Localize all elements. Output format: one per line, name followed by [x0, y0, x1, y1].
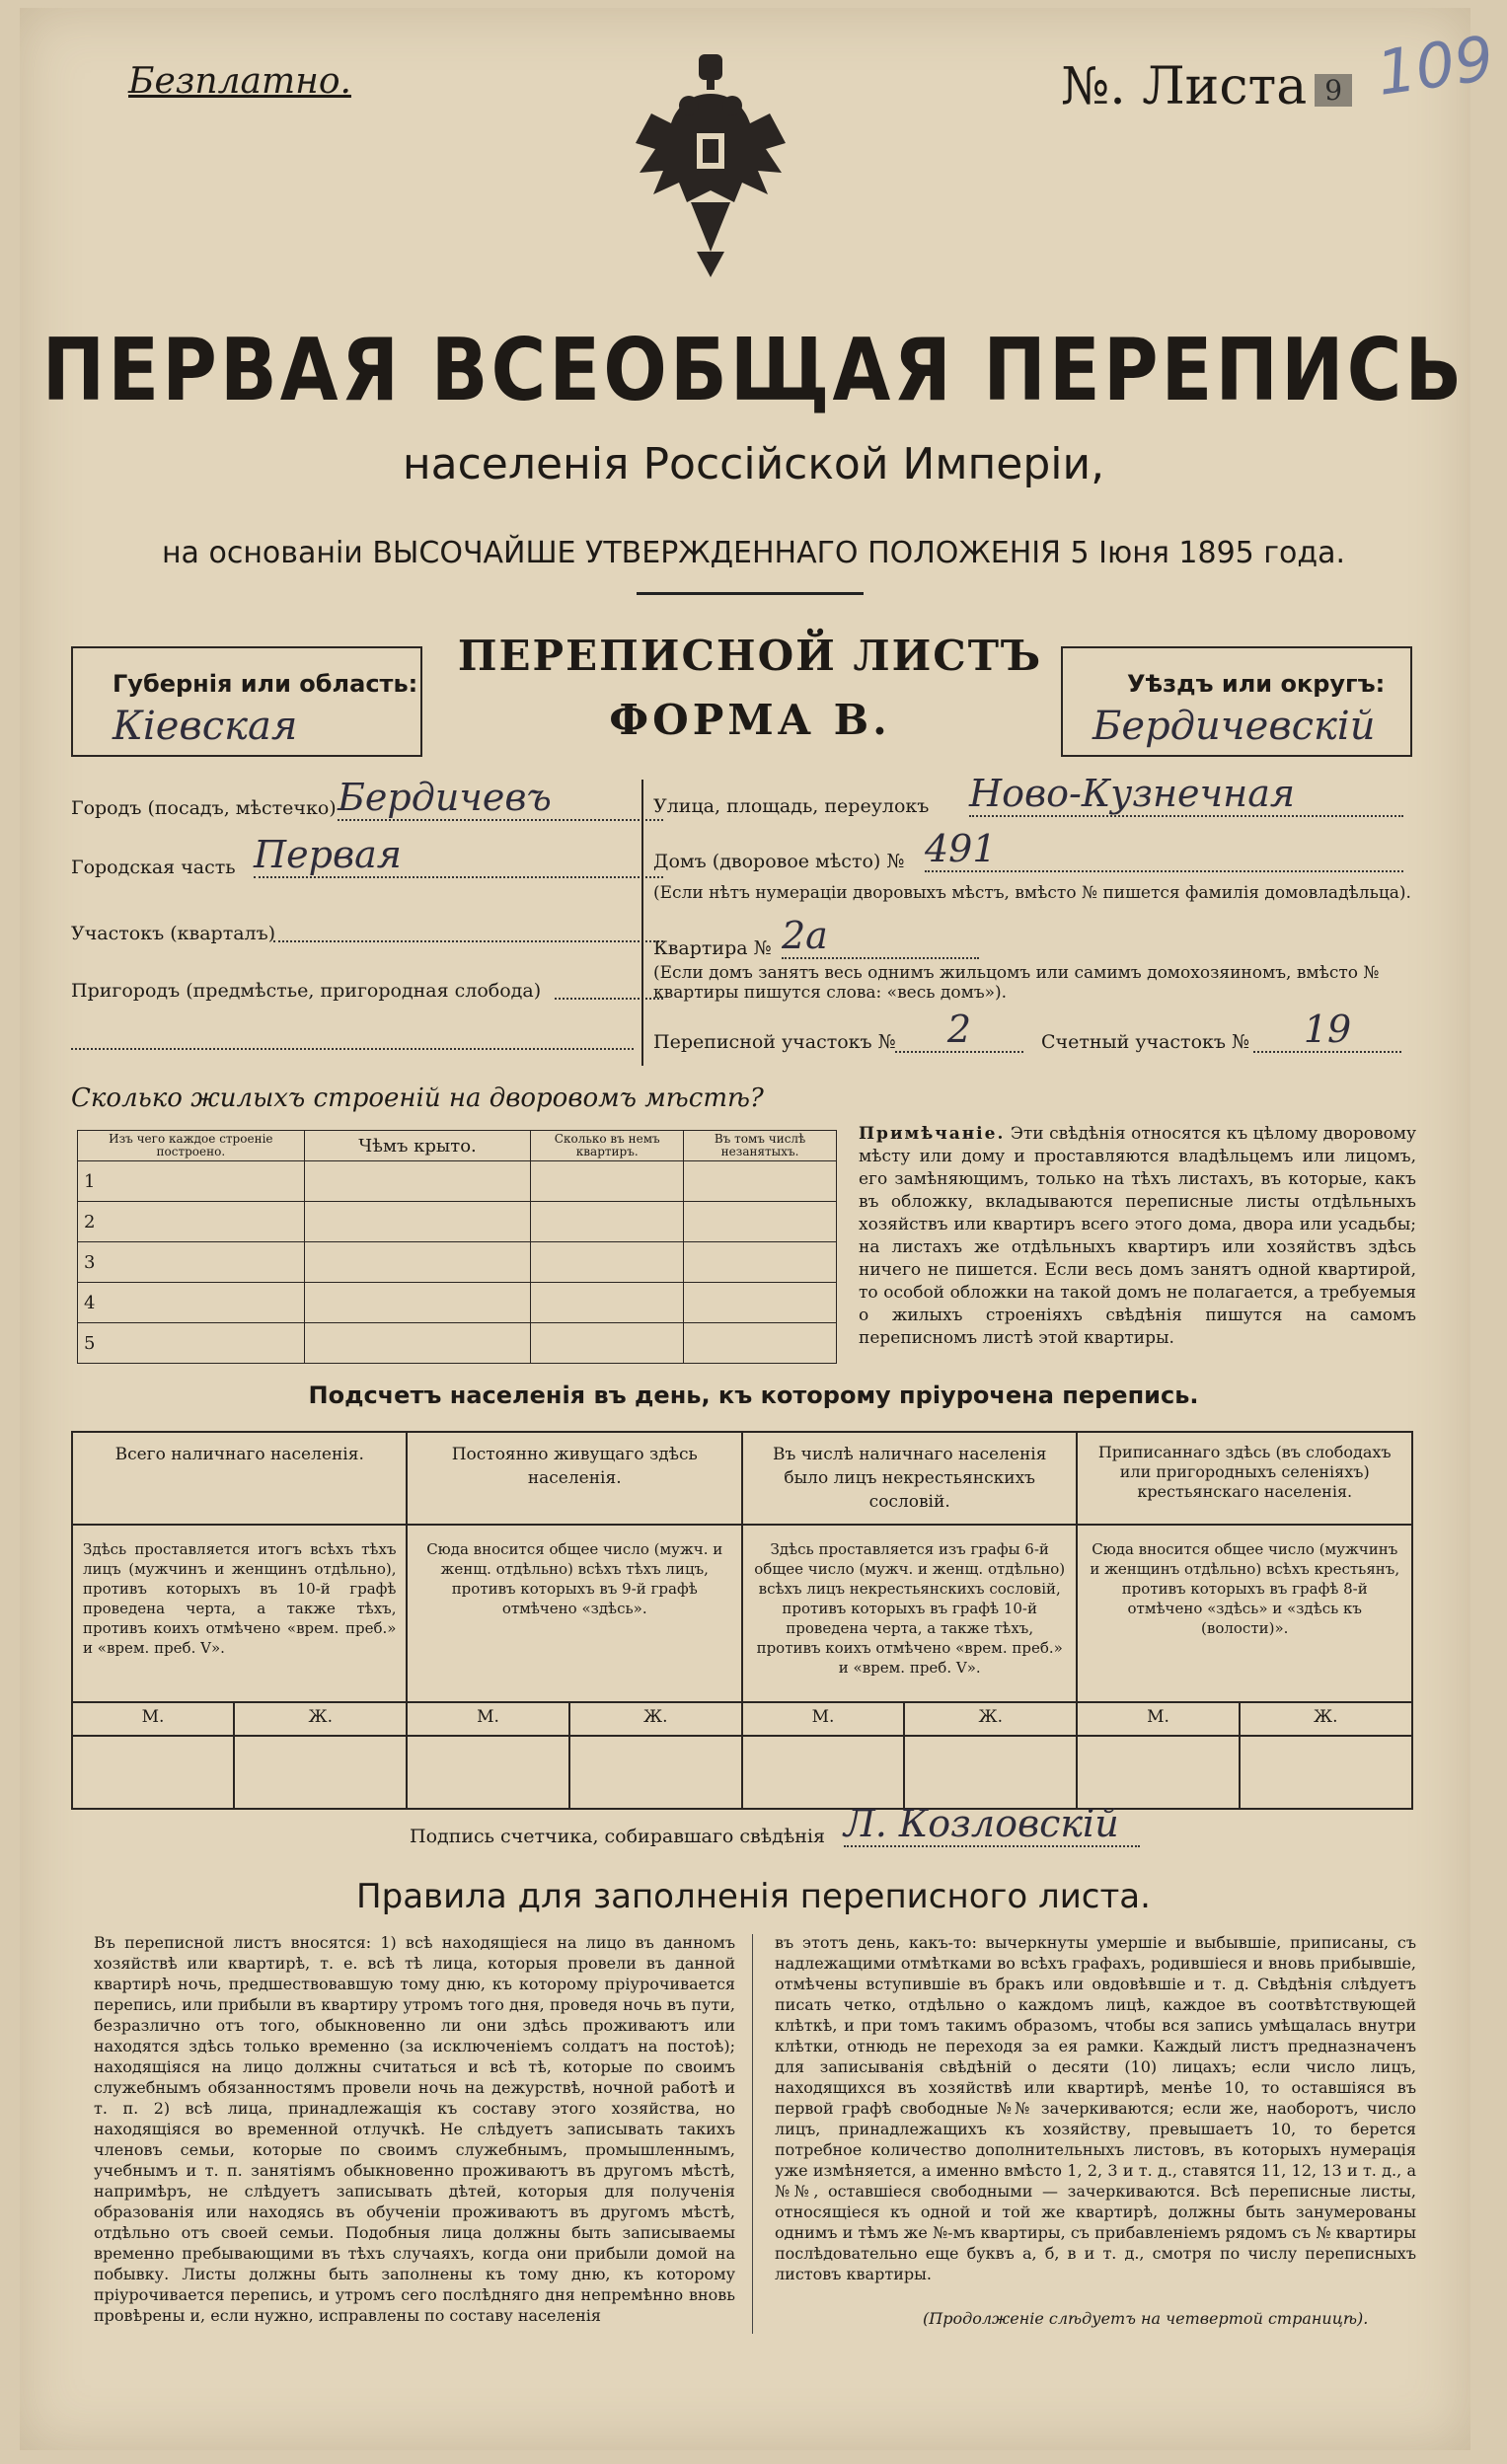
male-label: М. — [72, 1702, 234, 1736]
uezd-value: Бердичевскій — [1093, 704, 1376, 749]
count-desc-peasant: Сюда вносится общее число (мужчинъ и женщинъ отдѣльно) всѣхъ крестьянъ, противъ которыхъ въ графѣ 8-й отмѣчено «здѣсь» и «здѣсь къ (волости)». — [1077, 1525, 1412, 1702]
sheet-number-value: 9 — [1315, 74, 1352, 107]
female-label: Ж. — [234, 1702, 407, 1736]
census-district-label: Переписной участокъ № — [653, 1031, 896, 1053]
suburb-label: Пригородъ (предмѣстье, пригородная слобода) — [71, 980, 542, 1002]
buildings-header-vacant: Въ томъ числѣ незанятыхъ. — [684, 1131, 837, 1161]
table-cell — [531, 1242, 684, 1283]
title-rule — [637, 592, 864, 595]
sheet-number — [1061, 57, 1352, 116]
count-district-label: Счетный участокъ № — [1041, 1031, 1249, 1053]
count-header-row — [72, 1432, 1412, 1525]
subtitle: населенія Россійской Имперіи, — [402, 439, 1105, 489]
table-cell — [684, 1323, 837, 1364]
table-cell — [684, 1161, 837, 1202]
signature-field — [410, 1802, 1119, 1847]
left-fields-end-rule — [71, 1048, 634, 1050]
count-cell — [742, 1736, 904, 1809]
archive-number: 109 — [1372, 22, 1498, 110]
flat-value: 2а — [782, 914, 979, 959]
male-label: М. — [407, 1702, 568, 1736]
row-number: 5 — [78, 1323, 305, 1364]
city-field — [71, 776, 552, 819]
table-cell — [531, 1323, 684, 1364]
table-cell — [531, 1202, 684, 1242]
rules-title: Правила для заполненія переписного листа. — [356, 1877, 1151, 1916]
note-block — [859, 1123, 1416, 1350]
count-head-permanent: Постоянно живущаго здѣсь населенія. — [407, 1432, 741, 1525]
city-value: Бердичевъ — [338, 776, 663, 821]
double-headed-eagle-emblem — [632, 54, 790, 281]
table-row — [78, 1323, 837, 1364]
city-label: Городъ (посадъ, мѣстечко) — [71, 797, 337, 819]
house-note: (Если нѣтъ нумераціи дворовыхъ мѣстъ, вмѣсто № пишется фамилія домовладѣльца). — [653, 883, 1411, 903]
count-cell — [72, 1736, 234, 1809]
fields-divider — [641, 780, 643, 1066]
count-desc-permanent: Сюда вносится общее число (мужч. и женщ. отдѣльно) всѣхъ тѣхъ лицъ, противъ которыхъ въ 9-й графѣ отмѣчено «здѣсь». — [407, 1525, 741, 1702]
district-field — [71, 923, 275, 944]
table-cell — [531, 1161, 684, 1202]
signature-value: Л. Козловскій — [844, 1802, 1140, 1847]
count-desc-present: Здѣсь проставляется итогъ всѣхъ тѣхъ лицъ (мужчинъ и женщинъ отдѣльно), противъ которыхъ въ 10-й графѣ проведена черта, а также тѣхъ, противъ коихъ отмѣчено «врем. преб.» и «врем. преб. V». — [72, 1525, 407, 1702]
count-district-value: 19 — [1253, 1008, 1401, 1053]
buildings-table-header — [78, 1131, 837, 1161]
census-district-value: 2 — [895, 1008, 1023, 1053]
table-cell — [304, 1161, 531, 1202]
table-cell — [684, 1283, 837, 1323]
street-value: Ново-Кузнечная — [969, 772, 1403, 817]
row-number: 1 — [78, 1161, 305, 1202]
table-cell — [684, 1202, 837, 1242]
street-label: Улица, площадь, переулокъ — [653, 795, 930, 817]
table-cell — [304, 1202, 531, 1242]
flat-note: (Если домъ занятъ весь однимъ жильцомъ или самимъ домохозяиномъ, вмѣсто № квартиры пишутся слова: «весь домъ»). — [653, 963, 1380, 1003]
free-label: Безплатно. — [128, 61, 351, 102]
suburb-value — [555, 980, 663, 1000]
count-cell — [407, 1736, 568, 1809]
table-row — [78, 1283, 837, 1323]
count-head-present: Всего наличнаго населенія. — [72, 1432, 407, 1525]
street-field — [653, 772, 1296, 817]
gubernia-value: Кіевская — [113, 704, 298, 749]
city-part-label: Городская часть — [71, 857, 236, 878]
suburb-field — [71, 980, 541, 1002]
count-cell — [1240, 1736, 1412, 1809]
form-title: ПЕРЕПИСНОЙ ЛИСТЪ — [457, 632, 1043, 680]
buildings-header-roof: Чѣмъ крыто. — [304, 1131, 531, 1161]
buildings-header-material: Изъ чего каждое строеніе построено. — [78, 1131, 305, 1161]
count-section-title: Подсчетъ населенія въ день, къ которому пріурочена перепись. — [308, 1381, 1199, 1409]
count-cell — [1077, 1736, 1239, 1809]
house-value: 491 — [925, 827, 1403, 872]
table-cell — [304, 1283, 531, 1323]
table-cell — [304, 1323, 531, 1364]
count-value-row — [72, 1736, 1412, 1809]
count-desc-non-peasant: Здѣсь проставляется изъ графы 6-й общее число (мужч. и женщ. отдѣльно) всѣхъ лицъ некрестьянскихъ сословій, противъ которыхъ въ графѣ 10-й проведена черта, а также тѣхъ, противъ коихъ отмѣчено «врем. преб.» и «врем. преб. V». — [742, 1525, 1077, 1702]
sheet-number-label: №. Листа — [1061, 57, 1308, 116]
row-number: 4 — [78, 1283, 305, 1323]
signature-label: Подпись счетчика, собиравшаго свѣдѣнія — [410, 1826, 825, 1847]
count-head-peasant: Приписаннаго здѣсь (въ слободахъ или пригородныхъ селеніяхъ) крестьянскаго населенія. — [1077, 1432, 1412, 1525]
male-label: М. — [1077, 1702, 1239, 1736]
count-cell — [569, 1736, 742, 1809]
row-number: 3 — [78, 1242, 305, 1283]
page-title: ПЕРВАЯ ВСЕОБЩАЯ ПЕРЕПИСЬ — [41, 319, 1466, 420]
male-label: М. — [742, 1702, 904, 1736]
city-part-field — [71, 833, 402, 878]
count-cell — [904, 1736, 1077, 1809]
flat-field — [653, 914, 828, 959]
table-row — [78, 1242, 837, 1283]
table-cell — [304, 1242, 531, 1283]
rules-continued: (Продолженіе слѣдуетъ на четвертой страницѣ). — [923, 2309, 1369, 2328]
table-row — [78, 1202, 837, 1242]
flat-label: Квартира № — [653, 937, 772, 959]
city-part-value: Первая — [254, 833, 663, 878]
count-desc-row — [72, 1525, 1412, 1702]
population-count-table — [71, 1431, 1413, 1810]
table-cell — [684, 1242, 837, 1283]
uezd-box — [1061, 646, 1412, 757]
basis-line: на основаніи ВЫСОЧАЙШЕ УТВЕРЖДЕННАГО ПОЛОЖЕНІЯ 5 Іюня 1895 года. — [161, 536, 1346, 570]
female-label: Ж. — [904, 1702, 1077, 1736]
note-title: Примѣчаніе. — [859, 1124, 1006, 1144]
rules-right-column: въ этотъ день, какъ-то: вычеркнуты умершіе и выбывшіе, приписаны, съ надлежащими отмѣтками во всѣхъ графахъ, родившіеся и вновь прибывшіе, отмѣчены вступившіе въ бракъ или овдовѣвшіе и т. д. Свѣдѣнія слѣдуетъ писать четко, отдѣльно о каждомъ лицѣ, каждое въ соотвѣтствующей клѣткѣ, и при томъ такимъ образомъ, чтобы вся запись умѣщалась внутри клѣтки, отнюдь не переходя за ея рамки. Каждый листъ предназначенъ для записыванія свѣдѣній о десяти (10) лицахъ; если число лицъ, находящихся въ хозяйствѣ или квартирѣ, менѣе 10, то оставшіяся въ первой графѣ свободные №№ зачеркиваются; если же, наоборотъ, число лицъ, принадлежащихъ къ хозяйству, превышаетъ 10, то берется потребное количество дополнительныхъ листовъ, въ которыхъ нумерація уже измѣняется, а именно вмѣсто 1, 2, 3 и т. д., ставятся 11, 12, 13 и т. д., а №№, оставшіеся свободными — зачеркиваются. Всѣ переписные листы, относящіеся къ одной и той же квартирѣ, должны быть занумерованы однимъ и тѣмъ же №-мъ квартиры, съ прибавленіемъ рядомъ съ № квартиры послѣдовательно еще буквъ а, б, в и т. д., смотря по числу переписныхъ листовъ квартиры. — [775, 1933, 1416, 2283]
gubernia-box — [71, 646, 422, 757]
table-cell — [531, 1283, 684, 1323]
female-label: Ж. — [569, 1702, 742, 1736]
rules-left-column: Въ переписной листъ вносятся: 1) всѣ находящіеся на лицо въ данномъ хозяйствѣ или квартирѣ, т. е. всѣ тѣ лица, которыя провели въ данной квартирѣ ночь, предшествовавшую тому дню, къ которому пріурочивается перепись, или прибыли въ квартиру утромъ того дня, проведя ночь въ пути, безразлично отъ того, обыкновенно ли они здѣсь проживаютъ или находятся здѣсь только временно (за исключеніемъ солдатъ на постоѣ); находящіяся на лицо должны считаться и всѣ тѣ, которые по своимъ служебнымъ обязанностямъ провели ночь на дежурствѣ, ночной работѣ и т. п. 2) всѣ лица, принадлежащія къ составу этого хозяйства, но находящіяся во временной отлучкѣ. Не слѣдуетъ записывать такихъ членовъ семьи, которые по своимъ служебнымъ, промышленнымъ, учебнымъ и т. п. занятіямъ обыкновенно проживаютъ въ другомъ мѣстѣ, напримѣръ, не слѣдуетъ записывать дѣтей, которыя для полученія образованія или находясь въ обученіи проживаютъ въ другомъ мѣстѣ, отдѣльно отъ своей семьи. Подобныя лица должны быть записываемы временно пребывающими въ тѣхъ случаяхъ, когда они прибыли домой на побывку. Листы должны быть заполнены къ тому дню, къ которому пріурочивается перепись, и утромъ сего послѣдняго дня непремѣнно вновь провѣрены и, если нужно, исправлены по составу населенія — [94, 1933, 735, 2325]
rules-column-divider — [752, 1934, 753, 2334]
count-head-non-peasant: Въ числѣ наличнаго населенія было лицъ некрестьянскихъ сословій. — [742, 1432, 1077, 1525]
district-label: Участокъ (кварталъ) — [71, 923, 276, 944]
gubernia-label: Губернія или область: — [113, 670, 418, 698]
buildings-header-flats: Сколько въ немъ квартиръ. — [531, 1131, 684, 1161]
district-value — [273, 923, 663, 942]
female-label: Ж. — [1240, 1702, 1412, 1736]
note-text: Эти свѣдѣнія относятся къ цѣлому дворовому мѣсту или дому и проставляются владѣльцемъ или лицомъ, его замѣняющимъ, только на тѣхъ листахъ, въ которые, какъ въ обложку, вкладываются переписные листы отдѣльныхъ хозяйствъ или квартиръ всего этого дома, двора или усадьбы; на листахъ же отдѣльныхъ квартиръ или хозяйствъ здѣсь ничего не пишется. Если весь домъ занятъ одной квартирой, то особой обложки на такой домъ не полагается, а требуемыя о жилыхъ строеніяхъ свѣдѣнія пишутся на самомъ переписномъ листѣ этой квартиры. — [859, 1124, 1417, 1348]
buildings-question: Сколько жилыхъ строеній на дворовомъ мѣстѣ? — [71, 1083, 764, 1113]
uezd-label: Уѣздъ или округъ: — [1127, 670, 1386, 698]
house-field — [653, 827, 997, 872]
census-district-field — [653, 1008, 972, 1053]
table-row — [78, 1161, 837, 1202]
buildings-table — [77, 1130, 837, 1364]
house-label: Домъ (дворовое мѣсто) № — [653, 851, 905, 872]
row-number: 2 — [78, 1202, 305, 1242]
count-gender-row — [72, 1702, 1412, 1736]
form-subtitle: ФОРМА В. — [609, 696, 891, 744]
count-district-field — [1041, 1008, 1352, 1053]
count-cell — [234, 1736, 407, 1809]
